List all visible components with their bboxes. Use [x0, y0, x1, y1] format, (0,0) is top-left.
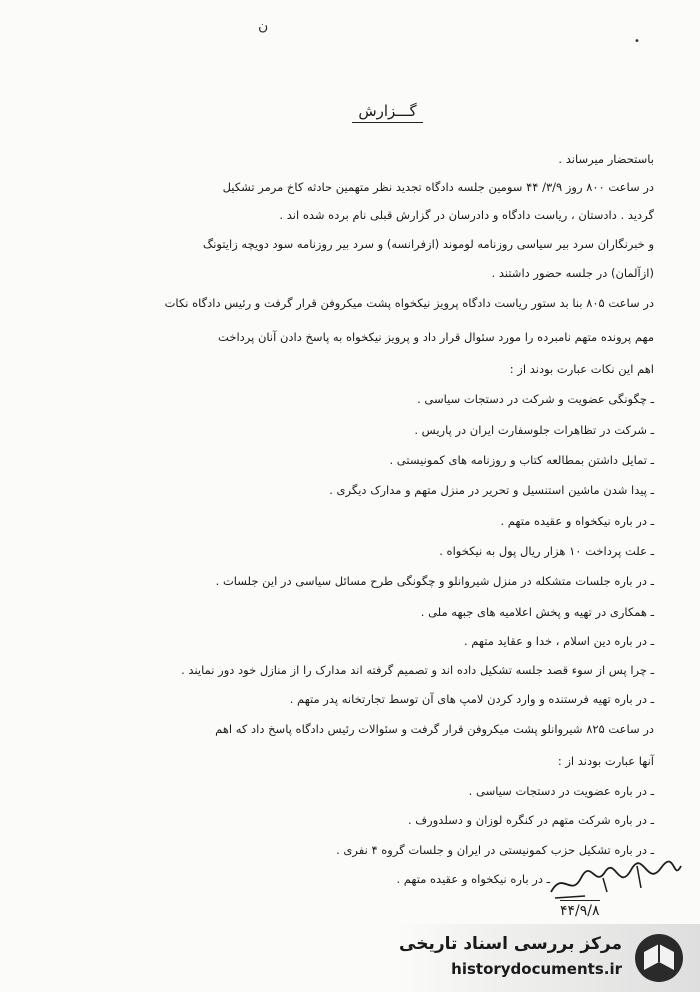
- corner-dot: •: [634, 36, 640, 47]
- report-line: مهم پرونده متهم نامبرده را مورد سئوال قرار داد و پرویز نیکخواه به پاسخ دادن آنان پرداخت: [218, 330, 654, 344]
- report-line: ـ همکاری در تهیه و پخش اعلامیه های جبهه ملی .: [420, 605, 654, 619]
- signature-date: ۴۴/۹/۸: [560, 900, 600, 919]
- report-line: ـ چگونگی عضویت و شرکت در دستجات سیاسی .: [417, 392, 654, 406]
- report-line: ـ در باره عضویت در دستجات سیاسی .: [468, 784, 654, 798]
- report-line: ـ در باره تشکیل حزب کمونیستی در ایران و جلسات گروه ۴ نفری .: [336, 843, 654, 857]
- report-line: ـ تمایل داشتن بمطالعه کتاب و روزنامه های کمونیستی .: [389, 453, 654, 467]
- report-line: در ساعت ۸۰۵ بنا بد ستور ریاست دادگاه پرویز نیکخواه پشت میکروفن قرار گرفت و رئیس دادگاه نکات: [164, 296, 654, 310]
- watermark-url: historydocuments.ir: [451, 960, 622, 978]
- report-title-text: گـــزارش: [352, 102, 422, 123]
- report-line: ـ علت پرداخت ۱۰ هزار ریال پول به نیکخواه .: [439, 544, 654, 558]
- archive-logo-icon: [630, 930, 688, 990]
- report-line: آنها عبارت بودند از :: [557, 754, 654, 768]
- report-line: ـ شرکت در تظاهرات جلوسفارت ایران در پاریس .: [414, 423, 654, 437]
- watermark-name: مرکز بررسی اسناد تاریخی: [399, 934, 622, 954]
- report-line: در ساعت ۸۲۵ شیروانلو پشت میکروفن قرار گرفت و سئوالات رئیس دادگاه پاسخ داد که اهم: [215, 722, 654, 736]
- top-mark: ن: [258, 18, 269, 34]
- report-line: ـ در باره جلسات متشکله در منزل شیروانلو و چگونگی طرح مسائل سیاسی در این جلسات .: [215, 574, 654, 588]
- archive-watermark: [398, 924, 700, 992]
- report-line: گردید . دادستان ، ریاست دادگاه و دادرسان در گزارش قبلی نام برده شده اند .: [279, 208, 654, 222]
- report-line: و خبرنگاران سرد بیر سیاسی روزنامه لوموند (ازفرانسه) و سرد بیر روزنامه سود دویچه زایتونگ: [202, 237, 654, 251]
- report-line: در ساعت ۸۰۰ روز ۳/۹/ ۴۴ سومین جلسه دادگاه تجدید نظر متهمین حادثه کاخ مرمر تشکیل: [222, 180, 654, 194]
- report-line: ـ چرا پس از سوء قصد جلسه تشکیل داده اند و تصمیم گرفته اند مدارک را از منازل خود دور نمایند .: [181, 663, 654, 677]
- report-line: ـ در باره نیکخواه و عقیده متهم .: [396, 872, 550, 886]
- report-line: اهم این نکات عبارت بودند از :: [509, 362, 654, 376]
- report-line: ـ در باره شرکت متهم در کنگره لوزان و دسلدورف .: [407, 813, 654, 827]
- report-line: (ازآلمان) در جلسه حضور داشتند .: [491, 266, 654, 280]
- report-line: ـ در باره نیکخواه و عقیده متهم .: [500, 514, 654, 528]
- report-title: [0, 102, 700, 120]
- report-line: ـ پیدا شدن ماشین استنسیل و تحریر در منزل متهم و مدارک دیگری .: [329, 483, 654, 497]
- report-line: باستحضار میرساند .: [558, 152, 654, 166]
- report-line: ـ در باره تهیه فرستنده و وارد کردن لامپ های آن توسط تجارتخانه پدر متهم .: [289, 692, 654, 706]
- report-line: ـ در باره دین اسلام ، خدا و عقاید متهم .: [463, 634, 654, 648]
